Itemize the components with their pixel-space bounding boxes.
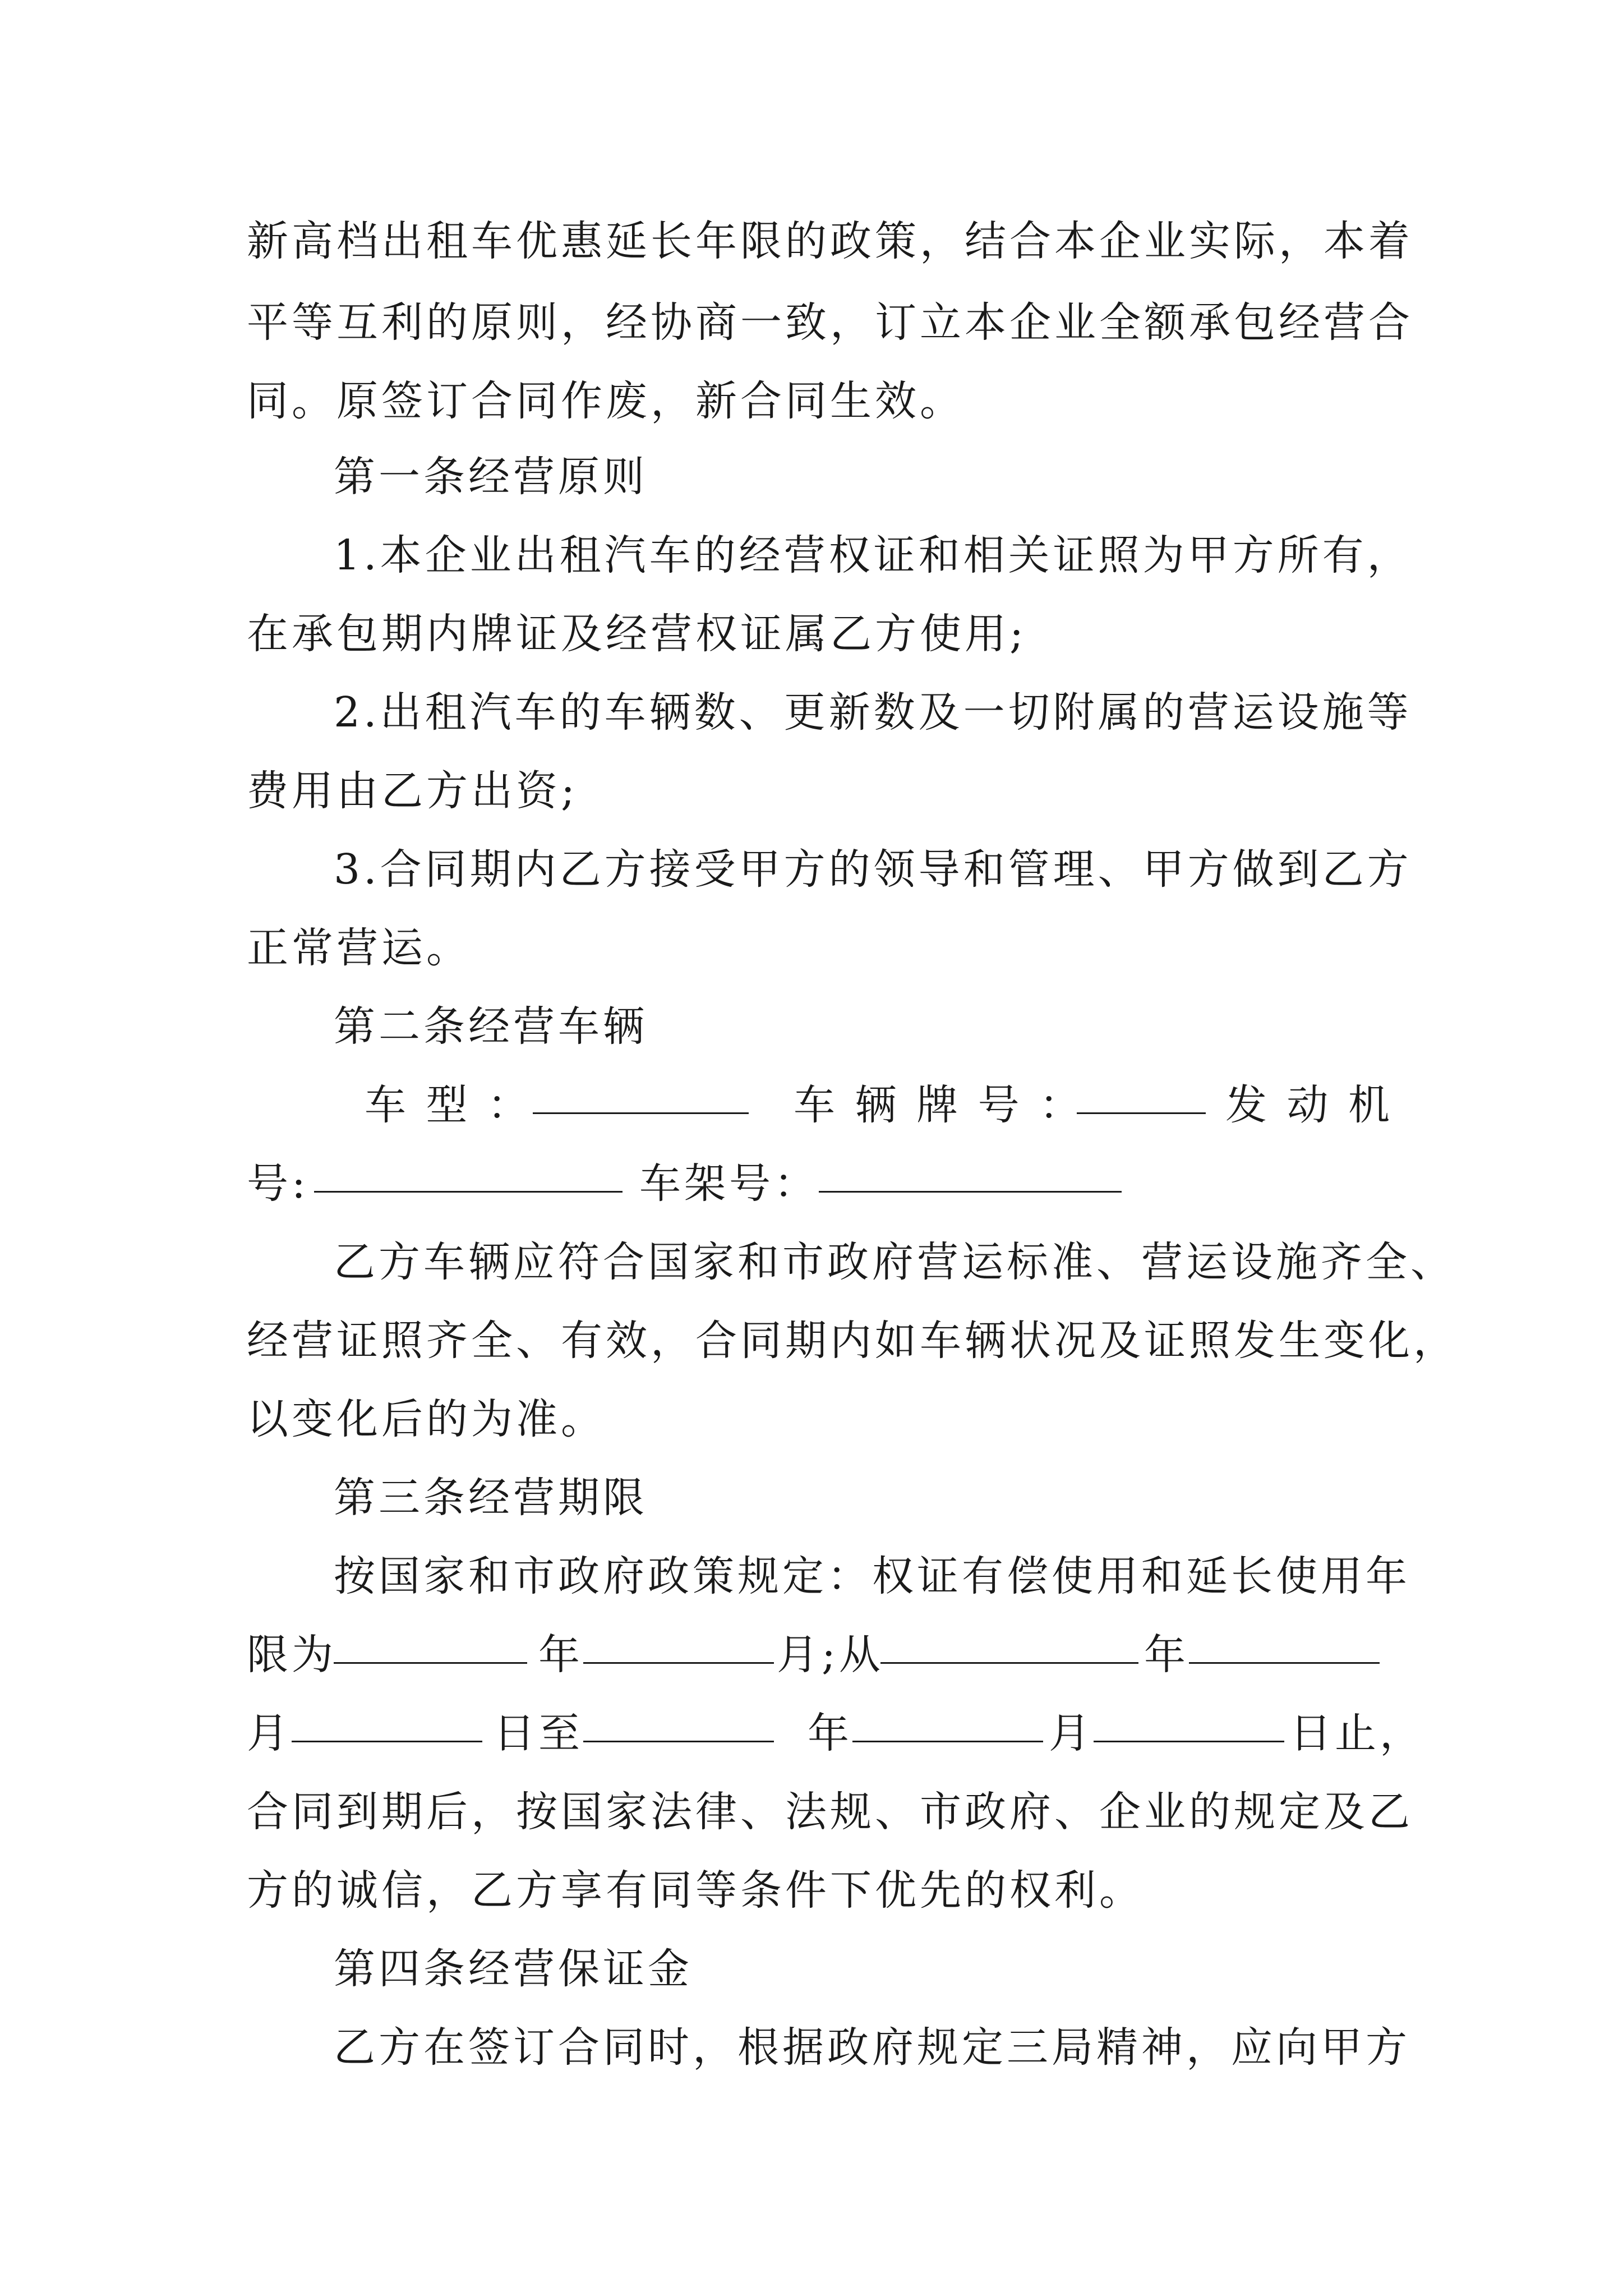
model-blank bbox=[533, 1080, 749, 1114]
end-year-label: 年 bbox=[808, 1709, 852, 1757]
term-fields-line-2 bbox=[247, 1708, 1424, 1759]
clause-2-line-1: 2.出租汽车的车辆数、更新数及一切附属的营运设施等 bbox=[334, 688, 1412, 737]
term-paragraph-line-3: 方的诚信，乙方享有同等条件下优先的权利。 bbox=[247, 1866, 1144, 1915]
term-fields-line-1 bbox=[247, 1630, 1380, 1680]
day-end-label: 日止， bbox=[1290, 1709, 1424, 1757]
vehicle-fields-line-1 bbox=[247, 1080, 1394, 1130]
end-month-blank bbox=[852, 1708, 1043, 1742]
paragraph-line-2: 平等互利的原则，经协商一致，订立本企业全额承包经营合 bbox=[247, 298, 1413, 347]
vehicle-paragraph-line-3: 以变化后的为准。 bbox=[247, 1395, 606, 1443]
paragraph-line-3: 同。原签订合同作废，新合同生效。 bbox=[247, 377, 965, 425]
term-months-blank bbox=[583, 1630, 774, 1664]
start-year-blank bbox=[880, 1630, 1138, 1664]
section-heading-3: 第三条经营期限 bbox=[334, 1474, 648, 1522]
engine-blank bbox=[314, 1158, 623, 1193]
section-heading-1: 第一条经营原则 bbox=[334, 453, 648, 501]
clause-1-line-1: 1.本企业出租汽车的经营权证和相关证照为甲方所有， bbox=[334, 531, 1412, 579]
term-year-label: 年 bbox=[538, 1631, 583, 1679]
model-label: 车 型 ： bbox=[365, 1081, 533, 1129]
engine-label-cont: 号: bbox=[247, 1159, 309, 1208]
deposit-paragraph-line-1: 乙方在签订合同时，根据政府规定三局精神，应向甲方 bbox=[334, 2023, 1410, 2072]
vehicle-fields-line-2 bbox=[247, 1158, 1380, 1209]
section-heading-2: 第二条经营车辆 bbox=[334, 1002, 648, 1051]
clause-2-line-2: 费用由乙方出资; bbox=[247, 767, 578, 815]
term-paragraph-line-1: 按国家和市政府政策规定：权证有偿使用和延长使用年 bbox=[334, 1552, 1410, 1600]
start-year-label: 年 bbox=[1144, 1631, 1189, 1679]
start-month-label: 月 bbox=[247, 1709, 292, 1757]
end-day-blank bbox=[1094, 1708, 1284, 1742]
start-day-blank bbox=[292, 1708, 482, 1742]
day-to-label: 日至 bbox=[494, 1709, 583, 1757]
engine-label: 发 动 机 bbox=[1225, 1081, 1394, 1129]
end-year-blank bbox=[583, 1708, 774, 1742]
end-month-label: 月 bbox=[1049, 1709, 1094, 1757]
term-paragraph-line-2: 合同到期后，按国家法律、法规、市政府、企业的规定及乙 bbox=[247, 1788, 1413, 1836]
clause-1-line-2: 在承包期内牌证及经营权证属乙方使用; bbox=[247, 610, 1027, 658]
term-years-blank bbox=[334, 1630, 527, 1664]
vehicle-paragraph-line-1: 乙方车辆应符合国家和市政府营运标准、营运设施齐全、 bbox=[334, 1238, 1455, 1286]
term-prefix: 限为 bbox=[247, 1631, 336, 1679]
paragraph-line-1: 新高档出租车优惠延长年限的政策，结合本企业实际，本着 bbox=[247, 217, 1413, 265]
frame-blank bbox=[819, 1158, 1122, 1193]
section-heading-4: 第四条经营保证金 bbox=[334, 1945, 693, 1993]
plate-label: 车 辆 牌 号 ： bbox=[794, 1081, 1085, 1129]
vehicle-paragraph-line-2: 经营证照齐全、有效，合同期内如车辆状况及证照发生变化， bbox=[247, 1317, 1458, 1365]
start-month-blank bbox=[1189, 1630, 1380, 1664]
term-month-from-label: 月;从 bbox=[777, 1631, 884, 1679]
clause-3-line-1: 3.合同期内乙方接受甲方的领导和管理、甲方做到乙方 bbox=[334, 845, 1412, 894]
clause-3-line-2: 正常营运。 bbox=[247, 924, 471, 972]
plate-blank bbox=[1077, 1080, 1206, 1114]
frame-label: 车架号： bbox=[639, 1159, 819, 1208]
